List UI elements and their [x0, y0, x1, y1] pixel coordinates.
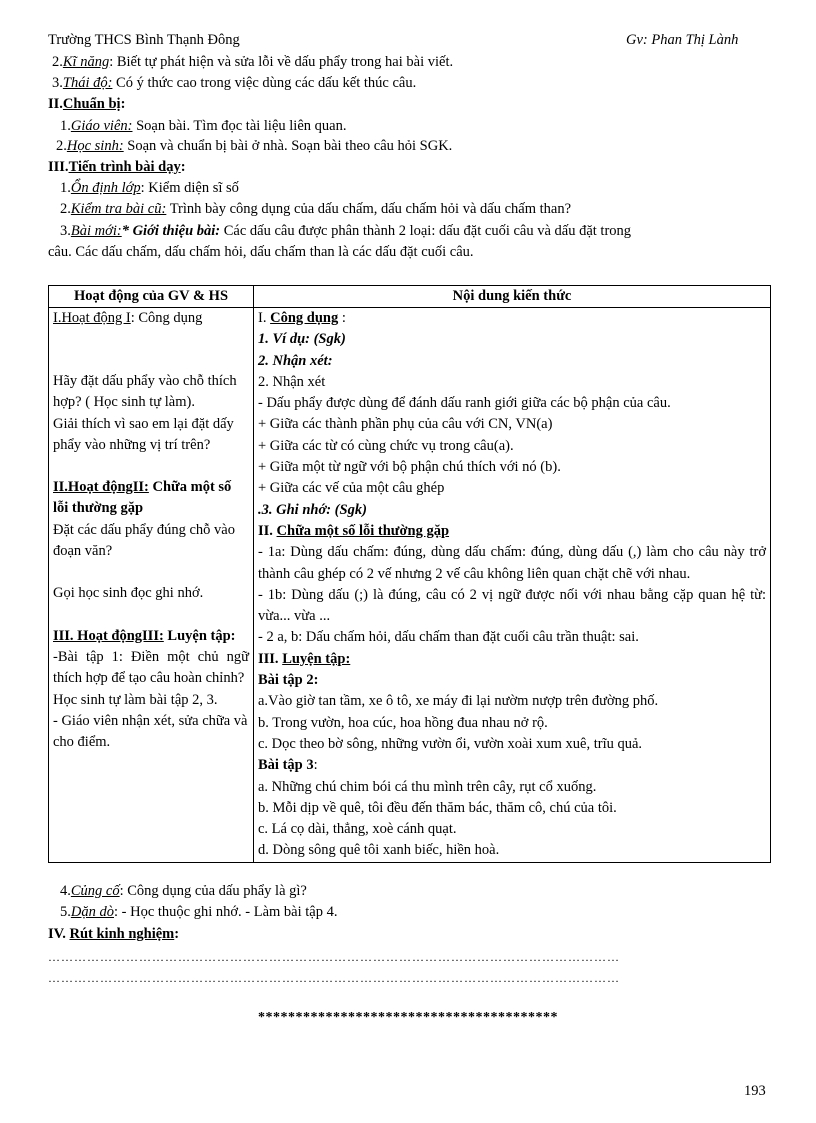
- part1-line-2: + Giữa các thành phần phụ của câu với CN, VN(a): [258, 416, 553, 433]
- part3-num: III.: [258, 650, 283, 667]
- section-4-colon: :: [174, 926, 180, 942]
- act1-title: I.Hoạt động I: [53, 310, 131, 326]
- act2-heading: [53, 477, 249, 520]
- objective-attitude-num: 3.: [52, 75, 63, 91]
- part1-line-5: + Giữa các vế của một câu ghép: [258, 480, 445, 497]
- step-5: [48, 902, 785, 923]
- act2-title: II.Hoạt độngII:: [53, 479, 149, 496]
- act3-question-2: Học sinh tự làm bài tập 2, 3.: [53, 691, 218, 708]
- section-3-title: Tiến trình bài dạy: [68, 159, 181, 175]
- exercise2-title: Bài tập 2:: [258, 672, 319, 689]
- prep-teacher-text: Soạn bài. Tìm đọc tài liệu liên quan.: [132, 118, 347, 134]
- part3-title: Luyện tập:: [282, 650, 351, 667]
- prep-student: [48, 136, 781, 157]
- step-3-num: 3.: [60, 223, 71, 239]
- step-5-num: 5.: [60, 904, 71, 920]
- section-2-heading: II.Chuẩn bị:: [48, 96, 126, 112]
- step-5-label: Dặn dò: [70, 904, 114, 920]
- prep-teacher: [48, 116, 785, 137]
- step-1: [48, 178, 785, 199]
- step-4: [48, 881, 785, 902]
- content-cell: [254, 308, 771, 863]
- exercise3-d: d. Dòng sông quê tôi xanh biếc, hiền hoà.: [258, 842, 500, 859]
- part1-after: :: [338, 310, 346, 326]
- col-activities-header: Hoạt động của GV & HS: [49, 286, 254, 308]
- exercise2-b: b. Trong vườn, hoa cúc, hoa hồng đua nhau nở rộ.: [258, 714, 548, 731]
- school-name: Trường THCS Bình Thạnh Đông: [48, 32, 240, 48]
- section-4-heading: [48, 924, 773, 945]
- act3-heading: [53, 626, 249, 647]
- part2-heading: [258, 521, 766, 542]
- objective-skill-text: : Biết tự phát hiện và sửa lỗi về dấu phẩy trong hai bài viết.: [109, 54, 454, 70]
- exercise2-c: c. Dọc theo bờ sông, những vườn ổi, vườn xoài xum xuê, trĩu quả.: [258, 735, 643, 752]
- prep-student-text: Soạn và chuẩn bị bài ở nhà. Soạn bài theo câu hỏi SGK.: [123, 138, 453, 154]
- page-number: 193: [744, 1083, 766, 1099]
- act1-question-2: Giải thích vì sao em lại đặt dấy phẩy vào những vị trí trên?: [53, 415, 234, 453]
- teacher-name: Gv: Phan Thị Lành: [626, 32, 739, 48]
- part1-remark-heading: 2. Nhận xét:: [258, 352, 333, 369]
- step-2-text: Trình bày công dụng của dấu chấm, dấu chấm hỏi và dấu chấm than?: [166, 201, 572, 217]
- step-2-num: 2.: [60, 201, 71, 217]
- section-3-heading: III.Tiến trình bài dạy:: [48, 159, 186, 175]
- objective-skill: [48, 52, 777, 73]
- exercise3-c: c. Lá cọ dài, thẳng, xoè cánh quạt.: [258, 821, 457, 838]
- step-2: [48, 199, 785, 220]
- separator-stars: ****************************************: [258, 1010, 558, 1025]
- objective-attitude: [48, 73, 777, 94]
- step-5-text: : - Học thuộc ghi nhớ. - Làm bài tập 4.: [113, 904, 338, 920]
- objective-attitude-text: Có ý thức cao trong việc dùng các dấu kết thúc câu.: [112, 75, 417, 91]
- act3-question-1: -Bài tập 1: Điền một chủ ngữ thích hợp để tạo câu hoàn chỉnh?: [53, 648, 249, 687]
- part2-title: Chữa một số lỗi thường gặp: [276, 522, 450, 539]
- objective-skill-num: 2.: [52, 54, 63, 70]
- part3-heading: [258, 649, 766, 670]
- act1-rest: : Công dụng: [130, 310, 203, 326]
- section-3-num: III.: [48, 159, 69, 175]
- part2-line-1: - 1a: Dùng dấu chấm: đúng, dùng dấu chấm: đúng, dùng dấu (,) làm cho câu này trở thành câu ghép có 2 vế nhưng 2 vế câu không liên quan chặt chẽ với nhau.: [258, 544, 766, 582]
- part1-example: 1. Ví dụ: (Sgk): [258, 331, 346, 348]
- exercise3-b: b. Mỗi dịp về quê, tôi đều đến thăm bác, thăm cô, chú của tôi.: [258, 799, 617, 816]
- act2-question-1: Đặt các dấu phẩy đúng chỗ vào đoạn văn?: [53, 521, 235, 560]
- notes-line-1: ……………………………………………………………………………………………………………………: [48, 950, 620, 964]
- part2-num: II.: [258, 522, 277, 539]
- exercise2-a: a.Vào giờ tan tầm, xe ô tô, xe máy đi lại nườm nượp trên đường phố.: [258, 693, 659, 710]
- exercise3-colon: :: [313, 757, 318, 774]
- step-4-text: : Công dụng của dấu phẩy là gì?: [119, 883, 307, 899]
- step-2-label: Kiểm tra bài cũ:: [70, 201, 167, 217]
- table-header-row: [49, 286, 771, 308]
- step-4-num: 4.: [60, 883, 71, 899]
- notes-line-2: ……………………………………………………………………………………………………………………: [48, 971, 620, 985]
- part1-memo: .3. Ghi nhớ: (Sgk): [258, 501, 367, 518]
- step-3-line2: câu. Các dấu chấm, dấu chấm hỏi, dấu chấm than là các dấu đặt cuối câu.: [48, 244, 474, 260]
- col-content-header: Nội dung kiến thức: [254, 286, 771, 308]
- step-3: [48, 221, 785, 242]
- part2-line-2: - 1b: Dùng dấu (;) là đúng, câu có 2 vị ngữ được nối với nhau bằng cặp quan hệ từ: vừa... vừa ...: [258, 586, 766, 625]
- section-2-num: II.: [48, 96, 63, 112]
- part1-num: I.: [258, 310, 271, 326]
- part1-line-4: + Giữa một từ ngữ với bộ phận chú thích với nó (b).: [258, 459, 561, 476]
- step-1-label: Ổn định lớp: [70, 180, 141, 196]
- exercise3-title: Bài tập 3: [258, 757, 314, 774]
- act3-title: III. Hoạt độngIII:: [53, 627, 164, 644]
- part1-line-3: + Giữa các từ có cùng chức vụ trong câu(a).: [258, 437, 514, 454]
- activities-cell: [49, 308, 254, 863]
- prep-teacher-label: Giáo viên:: [70, 118, 133, 134]
- step-3-label: Bài mới:: [70, 223, 122, 239]
- prep-student-num: 2.: [56, 138, 67, 154]
- part2-line-3: - 2 a, b: Dấu chấm hỏi, dấu chấm than đặt cuối câu trần thuật: sai.: [258, 629, 639, 646]
- part1-heading: [258, 308, 766, 329]
- objective-attitude-label: Thái độ:: [62, 75, 113, 91]
- lesson-table: [48, 285, 771, 863]
- act1-question-1: Hãy đặt dấu phẩy vào chỗ thích hợp? ( Học sinh tự làm).: [53, 373, 237, 411]
- act3-rest: Luyện tập:: [163, 627, 236, 644]
- table-body-row: [49, 308, 771, 863]
- step-3-intro-label: * Giới thiệu bài:: [121, 223, 221, 239]
- part1-title: Công dụng: [270, 310, 339, 326]
- step-4-label: Củng cố: [70, 883, 120, 899]
- exercise3-heading: [258, 755, 766, 776]
- objective-skill-label: Kĩ năng: [62, 54, 110, 70]
- section-2-title: Chuẩn bị: [62, 96, 121, 112]
- step-1-text: : Kiểm diện sĩ số: [140, 180, 239, 196]
- step-1-num: 1.: [60, 180, 71, 196]
- step-3-text-line1: Các dấu câu được phân thành 2 loại: dấu đặt cuối câu và dấu đặt trong: [220, 223, 632, 239]
- act3-question-3: - Giáo viên nhận xét, sửa chữa và cho điểm.: [53, 712, 248, 751]
- act2-rest: Chữa một số lỗi thường gặp: [53, 479, 232, 517]
- part1-line-1: - Dấu phẩy được dùng để đánh dấu ranh giới giữa các bộ phận của câu.: [258, 395, 671, 412]
- section-4-num: IV.: [48, 926, 66, 942]
- part1-remark: 2. Nhận xét: [258, 373, 326, 390]
- act1-heading: [53, 308, 249, 350]
- section-4-title: Rút kinh nghiệm: [69, 926, 175, 942]
- act2-question-2: Gọi học sinh đọc ghi nhớ.: [53, 585, 204, 602]
- prep-teacher-num: 1.: [60, 118, 71, 134]
- exercise3-a: a. Những chú chim bói cá thu mình trên cây, rụt cổ xuống.: [258, 778, 597, 795]
- prep-student-label: Học sinh:: [66, 138, 124, 154]
